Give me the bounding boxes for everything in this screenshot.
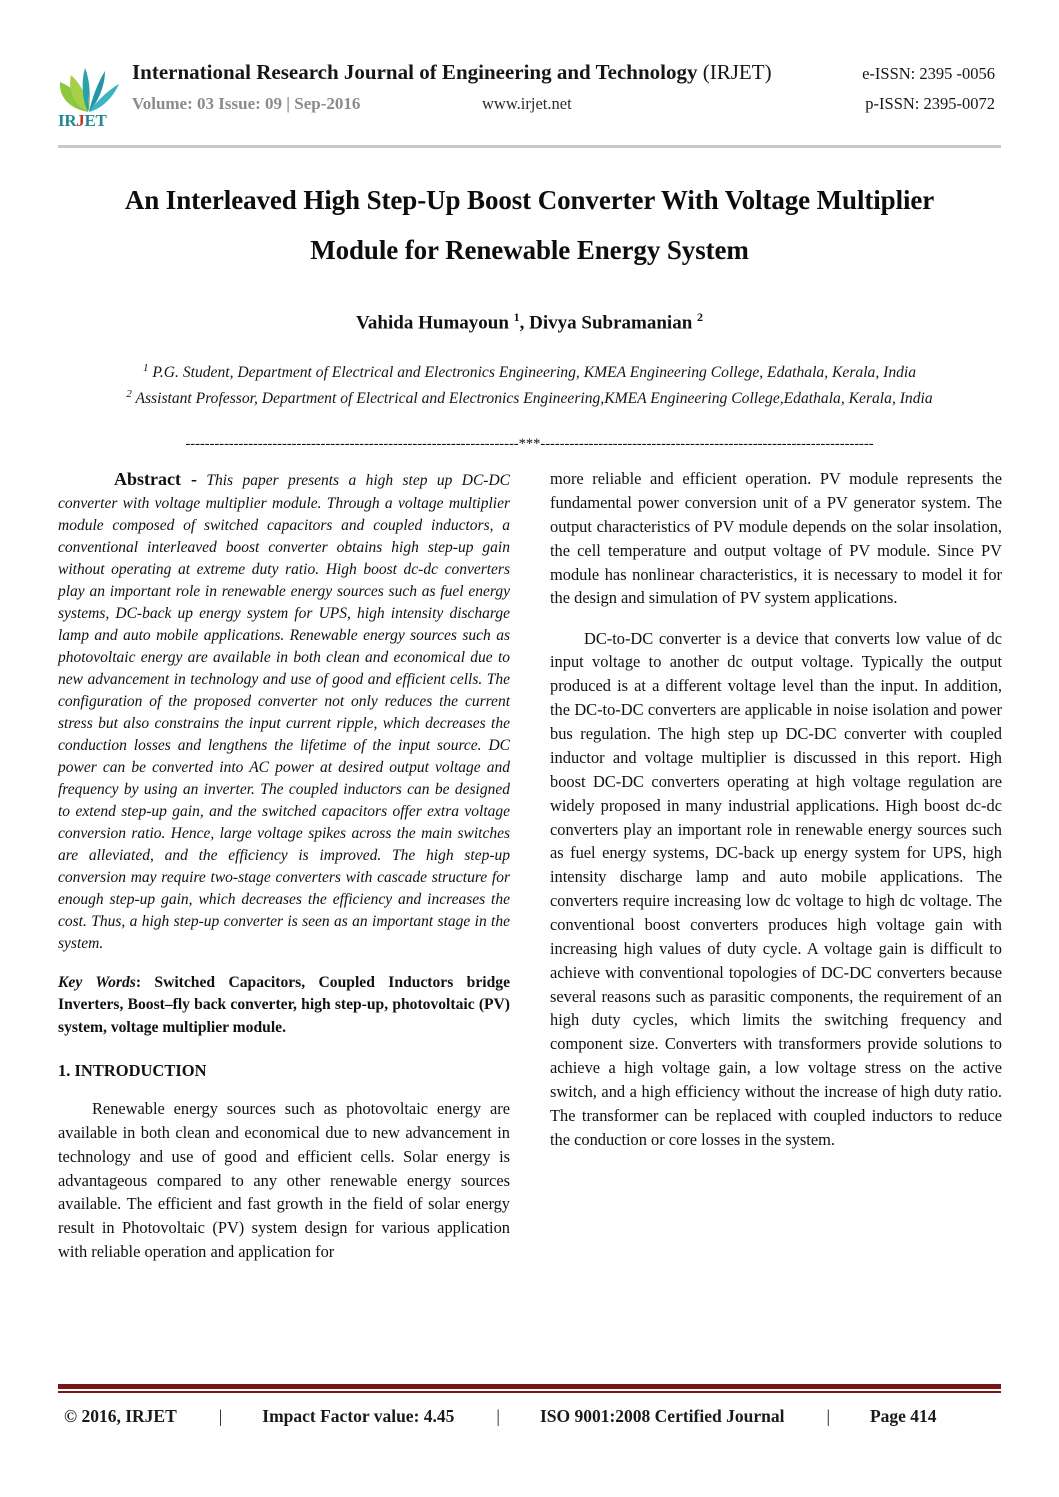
journal-title-abbr: (IRJET) bbox=[702, 60, 772, 84]
footer-separator-1: | bbox=[218, 1406, 223, 1426]
page-footer bbox=[58, 1384, 1001, 1427]
masthead-row-bottom bbox=[132, 94, 1001, 114]
masthead-row-top bbox=[132, 60, 1001, 85]
affiliation-2-marker: 2 bbox=[126, 387, 132, 400]
footer-separator-3: | bbox=[826, 1406, 830, 1426]
abstract-label: Abstract - bbox=[114, 469, 197, 490]
section-heading-introduction: 1. INTRODUCTION bbox=[58, 1060, 207, 1080]
author-list bbox=[58, 310, 1001, 334]
affiliation-block bbox=[58, 360, 1001, 411]
intro-paragraph-right-2: DC-to-DC converter is a device that converts low value of dc input voltage to another dc output voltage. Typically the output produced is at a different voltage level than the input. In addition, the DC-to-DC converters are applicable in noise isolation and power bus regulation. The high step up DC-DC converter with coupled inductor and voltage multiplier is discussed in this report. High boost DC-DC converters operating at high voltage regulation are widely proposed in many industrial applications. High boost dc-dc converters play an important role in renewable energy sources such as fuel energy systems, DC-back up energy system for UPS, high intensity discharge lamp and auto mobile applications. The converters require increasing low dc voltage to high dc voltage. The conventional boost converters produces high voltage gain with increasing high values of duty cycle. A voltage gain is difficult to achieve with conventional topologies of DC-DC converters because several reasons such as parasitic components, the requirement of an high duty cycles, which limits the switching frequency and component size. Converters with transformers provide solutions to achieve a high voltage gain, a low voltage stress on the active switch, and a high efficiency without the increase of high duty ratio. The transformer can be replaced with coupled inductors to reduce the conduction or core losses in the system. bbox=[550, 628, 1002, 1149]
journal-masthead bbox=[58, 0, 1001, 138]
journal-website[interactable]: www.irjet.net bbox=[482, 94, 572, 113]
footer-page-number: Page 414 bbox=[869, 1406, 937, 1426]
author-2-name: Divya Subramanian bbox=[529, 312, 693, 334]
logo-wordmark-et: ET bbox=[84, 111, 107, 130]
logo-wordmark bbox=[58, 112, 107, 129]
paper-title-line-2: Module for Renewable Energy System bbox=[310, 234, 749, 265]
irjet-logo bbox=[58, 64, 126, 140]
footer-text-row bbox=[58, 1406, 1001, 1427]
keywords-text: : Switched Capacitors, Coupled Inductors bridge Inverters, Boost–fly back converter, high step-up, photovoltaic (PV) system, voltage multiplier module. bbox=[58, 973, 510, 1036]
journal-title bbox=[132, 60, 772, 85]
author-1-affiliation-marker: 1 bbox=[513, 309, 520, 324]
footer-rule-thin bbox=[58, 1391, 1001, 1393]
leaf-fan-svg bbox=[58, 64, 122, 114]
logo-leaf-fan-icon bbox=[58, 64, 122, 114]
author-separator: , bbox=[519, 312, 530, 334]
abstract-star-divider: ---------------------------------------------------------------------***--------------------------------------------------------------------- bbox=[185, 437, 874, 453]
footer-copyright: © 2016, IRJET bbox=[64, 1406, 177, 1426]
page-title bbox=[58, 176, 1001, 276]
affiliation-1-marker: 1 bbox=[142, 362, 149, 375]
left-column bbox=[58, 467, 510, 1329]
affiliation-2-text: Assistant Professor, Department of Electrical and Electronics Engineering,KMEA Engineering College,Edathala, Kerala, India bbox=[131, 389, 933, 407]
header-divider-rule bbox=[58, 145, 1001, 148]
abstract-paragraph bbox=[58, 467, 510, 955]
e-issn: e-ISSN: 2395 -0056 bbox=[862, 64, 995, 83]
intro-paragraph-right-1: more reliable and efficient operation. PV module represents the fundamental power conversion unit of a PV generator system. The output characteristics of PV module depends on the solar insolation, the cell temperature and output voltage of PV module. Since PV module has nonlinear characteristics, it is necessary to model it for the design and simulation of PV system applications. bbox=[550, 469, 1002, 608]
volume-issue-info: Volume: 03 Issue: 09 | Sep-2016 bbox=[132, 94, 361, 113]
abstract-text: This paper presents a high step up DC-DC converter with voltage multiplier module. Through a voltage multiplier module composed of switched capacitors and coupled inductors, a conventional interleaved boost converter obtains high step-up gain without operating at extreme duty ratio. High boost dc-dc converters play an important role in renewable energy sources such as fuel energy systems, DC-back up energy system for UPS, high intensity discharge lamp and auto mobile applications. Renewable energy sources such as photovoltaic energy are available in both clean and economical due to new advancement in technology and use of good and efficient cells. The configuration of the proposed converter not only reduces the current stress but also constrains the input current ripple, which decreases the conduction losses and lengthens the lifetime of the input source. DC power can be converted into AC power at desired output voltage and frequency by using an inverter. The coupled inductors can be designed to extend step-up gain, and the switched capacitors offer extra voltage conversion ratio. Hence, large voltage spikes across the main switches are alleviated, and the efficiency is improved. The high step-up conversion may require two-stage converters with cascade structure for enough step-up gain, which decreases the efficiency and increases the cost. Thus, a high step-up converter is seen as an important stage in the system. bbox=[58, 472, 510, 952]
keywords-block bbox=[58, 972, 510, 1039]
p-issn: p-ISSN: 2395-0072 bbox=[865, 94, 995, 113]
logo-wordmark-ir: IR bbox=[58, 111, 77, 130]
affiliation-1-text: P.G. Student, Department of Electrical and Electronics Engineering, KMEA Engineering College, Edathala, Kerala, India bbox=[148, 364, 917, 382]
journal-title-main: International Research Journal of Engineering and Technology bbox=[132, 60, 698, 84]
masthead-text bbox=[126, 60, 1001, 114]
right-column bbox=[550, 467, 1002, 1329]
logo-wordmark-j: J bbox=[76, 111, 85, 130]
affiliation-1 bbox=[62, 360, 997, 385]
author-2-affiliation-marker: 2 bbox=[697, 309, 704, 324]
author-1-name: Vahida Humayoun bbox=[355, 312, 509, 334]
keywords-label: Key Words bbox=[58, 973, 136, 991]
intro-paragraph-left: Renewable energy sources such as photovoltaic energy are available in both clean and economical due to new advancement in technology and use of good and efficient cells. Solar energy is advantageous compared to any other renewable energy sources available. The efficient and fast growth in the field of solar energy result in Photovoltaic (PV) system design for various application with reliable operation and application for bbox=[58, 1098, 510, 1262]
footer-separator-2: | bbox=[496, 1406, 500, 1426]
footer-rule-thick bbox=[58, 1384, 1001, 1389]
footer-impact-factor: Impact Factor value: 4.45 bbox=[262, 1406, 455, 1426]
footer-certification: ISO 9001:2008 Certified Journal bbox=[539, 1406, 785, 1426]
affiliation-2 bbox=[62, 386, 997, 411]
paper-title-line-1: An Interleaved High Step-Up Boost Converter With Voltage Multiplier bbox=[124, 185, 935, 215]
two-column-body bbox=[58, 467, 1001, 1329]
